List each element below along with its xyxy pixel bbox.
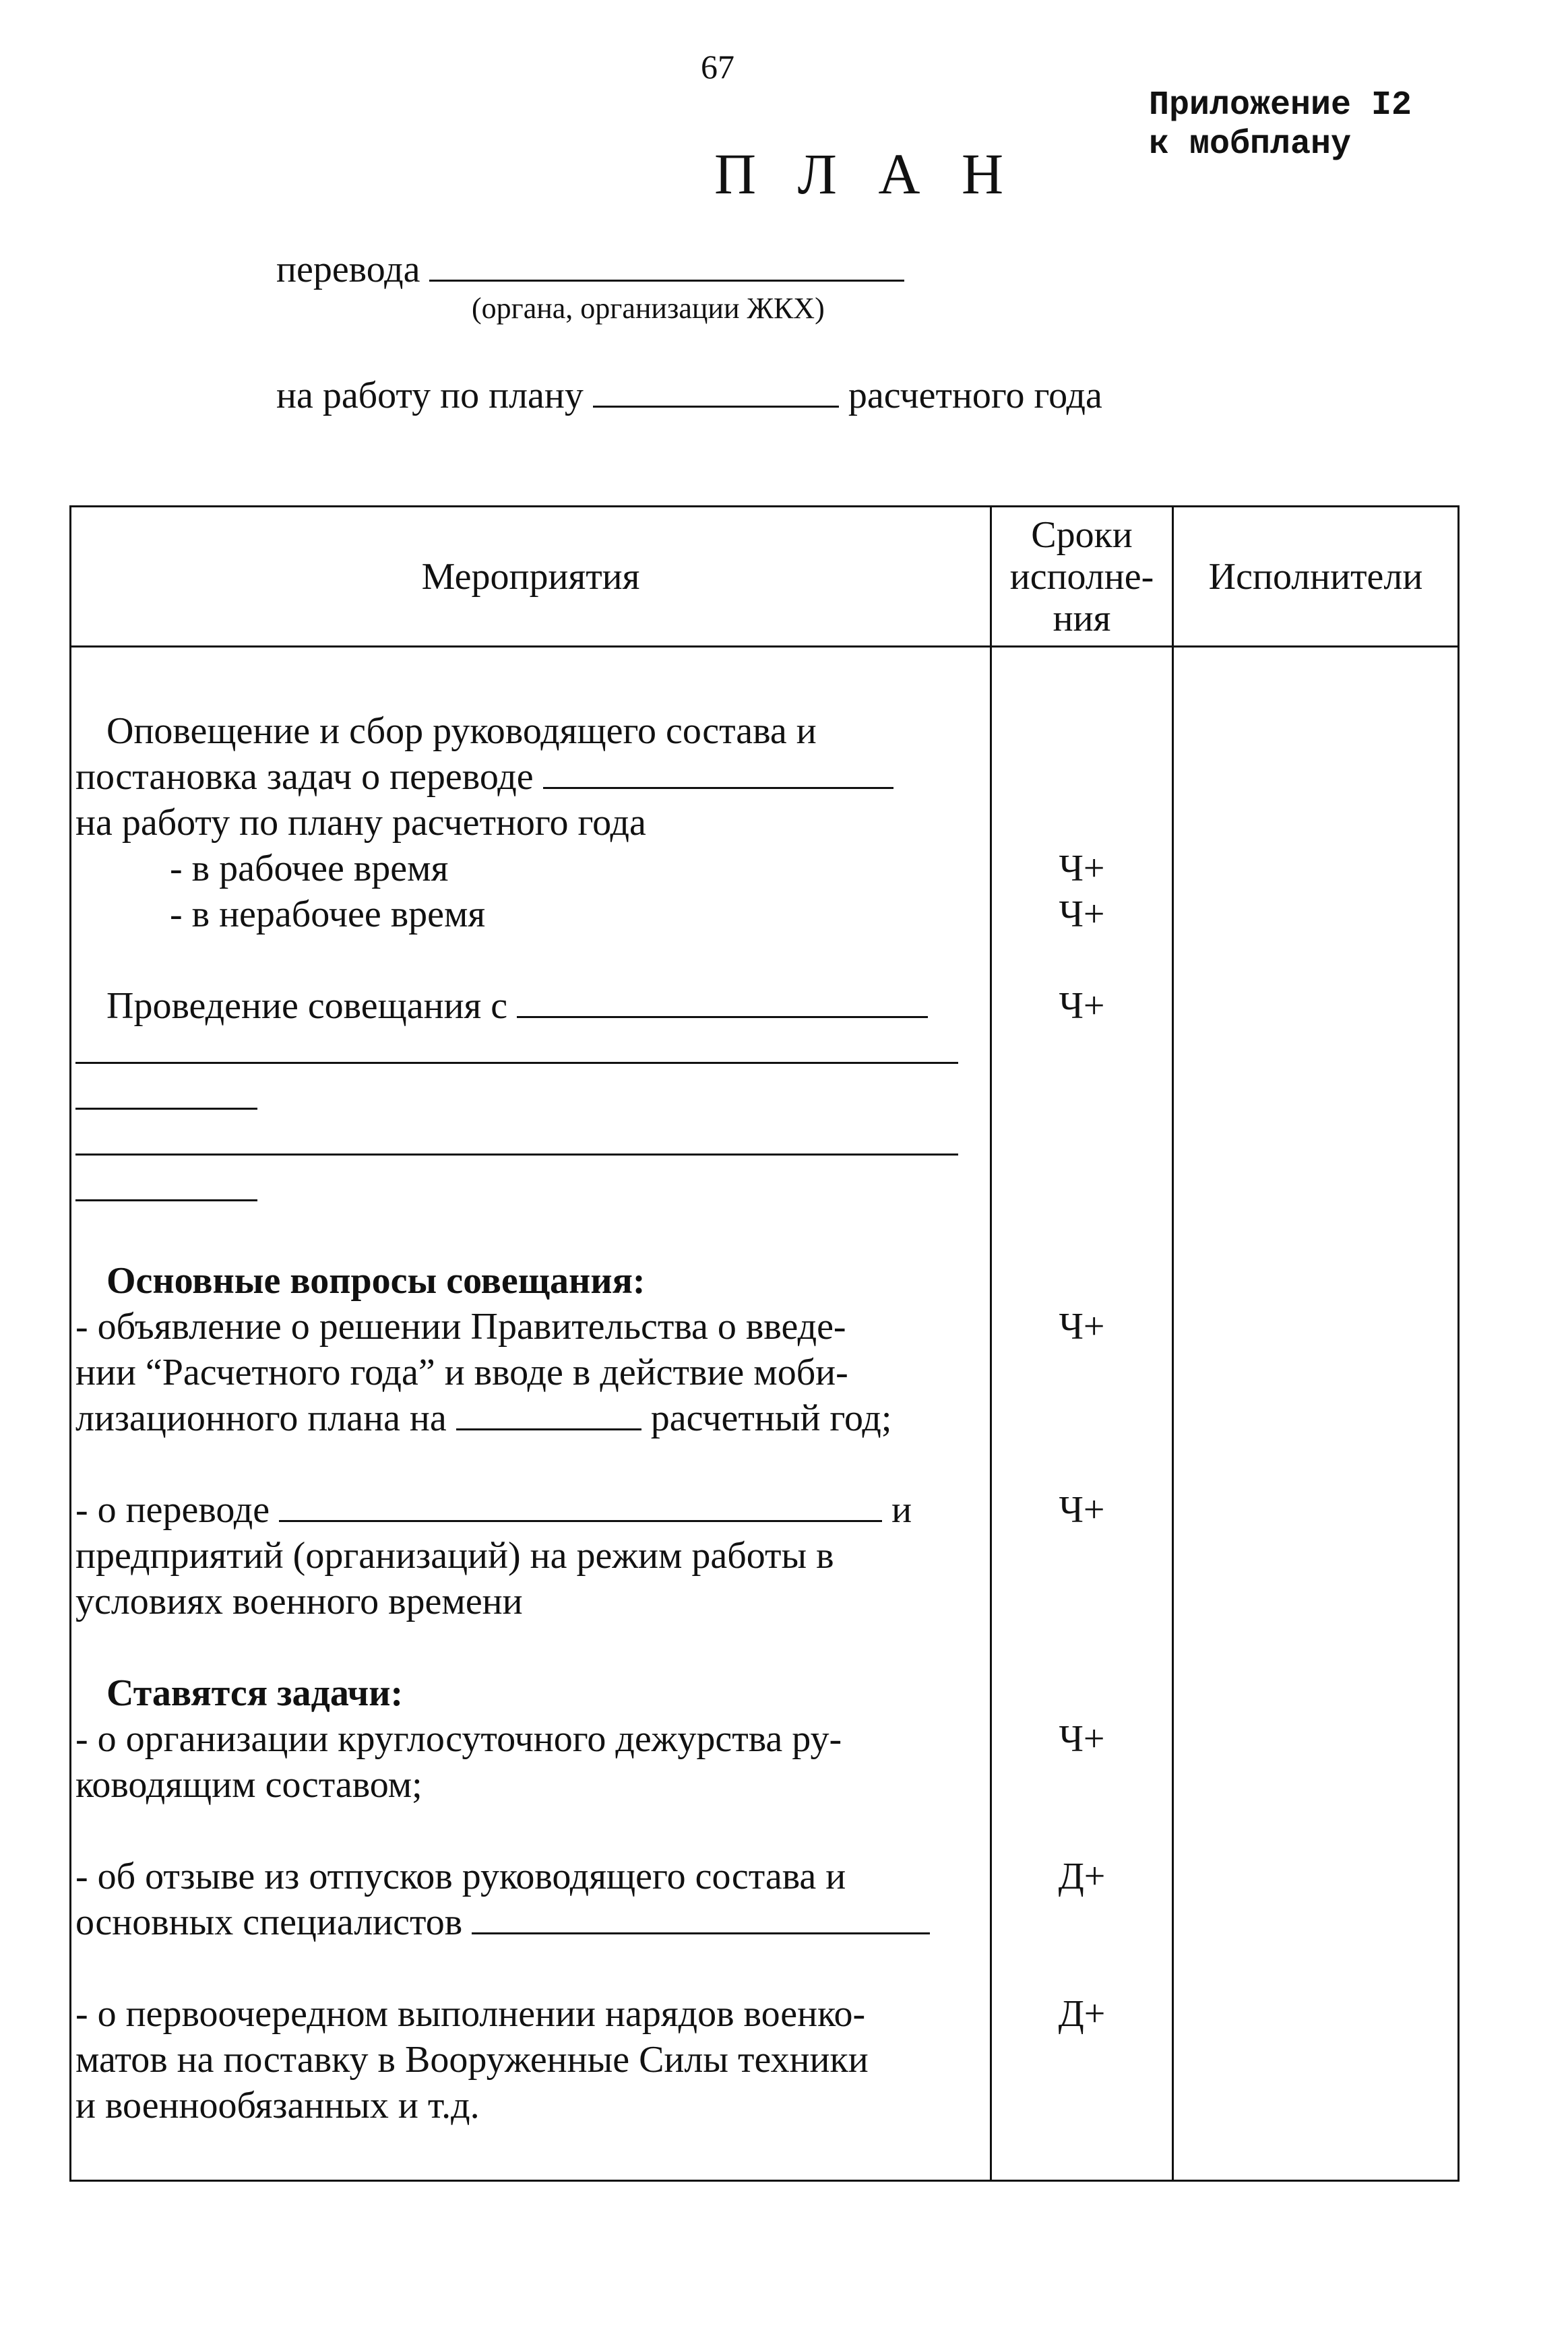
blank-line-row	[75, 1075, 983, 1120]
deadline-header-line-2: исполне-	[1009, 555, 1154, 598]
event-text: лизационного плана на расчетный год;	[75, 1397, 892, 1439]
document-title: П Л А Н	[714, 141, 1017, 206]
event-text: основных специалистов	[75, 1899, 983, 1945]
deadline-value: Ч+	[1059, 893, 1105, 935]
deadline-header-line-3: ния	[1053, 597, 1111, 639]
transfer-label: перевода	[276, 249, 420, 290]
event-text: Оповещение и сбор руководящего состава и	[106, 710, 817, 752]
column-header-executors: Исполнители	[1173, 507, 1459, 647]
deadline-value: Ч+	[1059, 848, 1105, 889]
blank-line	[279, 1513, 882, 1522]
event-text: Проведение совещания с	[75, 983, 983, 1029]
blank-line	[75, 1193, 257, 1201]
blank-line	[456, 1422, 641, 1430]
deadline-value: Ч+	[1059, 1718, 1105, 1760]
blank-line-row	[75, 1166, 983, 1212]
deadline-header-line-1: Сроки	[1031, 513, 1133, 556]
event-text: ководящим составом;	[75, 1764, 422, 1806]
work-plan-label: на работу по плану	[276, 375, 584, 416]
section-title: Ставятся задачи:	[106, 1672, 404, 1714]
event-text: - о организации круглосуточного дежурства ру-	[75, 1718, 842, 1760]
event-text: - о переводе и	[75, 1489, 912, 1531]
event-text: и военнообязанных и т.д.	[75, 2085, 480, 2126]
executors-cell	[1173, 647, 1459, 2181]
event-text: матов на поставку в Вооруженные Силы техники	[75, 2039, 869, 2081]
event-text: - объявление о решении Правительства о введе-	[75, 1306, 846, 1348]
event-text: - об отзыве из отпусков руководящего состава и	[75, 1856, 846, 1897]
column-header-events: Мероприятия	[71, 507, 991, 647]
blank-line-row	[75, 1029, 983, 1075]
deadline-value: Д+	[1058, 1993, 1106, 2035]
event-text: - в нерабочее время	[170, 893, 486, 935]
blank-line	[517, 1009, 928, 1018]
table-row	[71, 647, 1459, 2181]
deadline-value: Ч+	[1059, 985, 1105, 1027]
deadline-value: Д+	[1058, 1856, 1106, 1897]
transfer-row	[276, 248, 904, 291]
blank-line	[75, 1101, 257, 1110]
blank-line	[75, 1055, 958, 1064]
table-header-row	[71, 507, 1459, 647]
event-text: постановка задач о переводе	[75, 754, 983, 800]
year-blank-line	[593, 399, 839, 408]
organization-caption: (органа, организации ЖКХ)	[472, 292, 825, 325]
section-title: Основные вопросы совещания:	[106, 1260, 646, 1302]
blank-line-row	[75, 1120, 983, 1166]
event-text: на работу по плану расчетного года	[75, 802, 646, 844]
appendix-line-1: Приложение I2	[1149, 86, 1412, 125]
year-label: расчетного года	[848, 375, 1102, 416]
event-text: предприятий (организаций) на режим работы в	[75, 1535, 834, 1577]
deadline-value: Ч+	[1059, 1489, 1105, 1531]
work-plan-row	[276, 374, 1102, 417]
blank-line	[543, 780, 893, 789]
deadlines-cell	[991, 647, 1173, 2181]
page-number: 67	[701, 48, 734, 86]
plan-table	[69, 505, 1460, 2182]
organization-blank-line	[429, 273, 904, 282]
blank-line	[472, 1926, 930, 1934]
deadline-value: Ч+	[1059, 1306, 1105, 1348]
column-header-deadlines	[991, 507, 1173, 647]
blank-line	[75, 1147, 958, 1156]
event-text: условиях военного времени	[75, 1581, 523, 1622]
appendix-note	[1149, 86, 1412, 164]
events-cell	[71, 647, 991, 2181]
appendix-line-2: к мобплану	[1149, 125, 1352, 164]
event-text: нии “Расчетного года” и вводе в действие моби-	[75, 1352, 848, 1393]
event-text: - в рабочее время	[170, 848, 449, 889]
event-text: - о первоочередном выполнении нарядов военко-	[75, 1993, 866, 2035]
